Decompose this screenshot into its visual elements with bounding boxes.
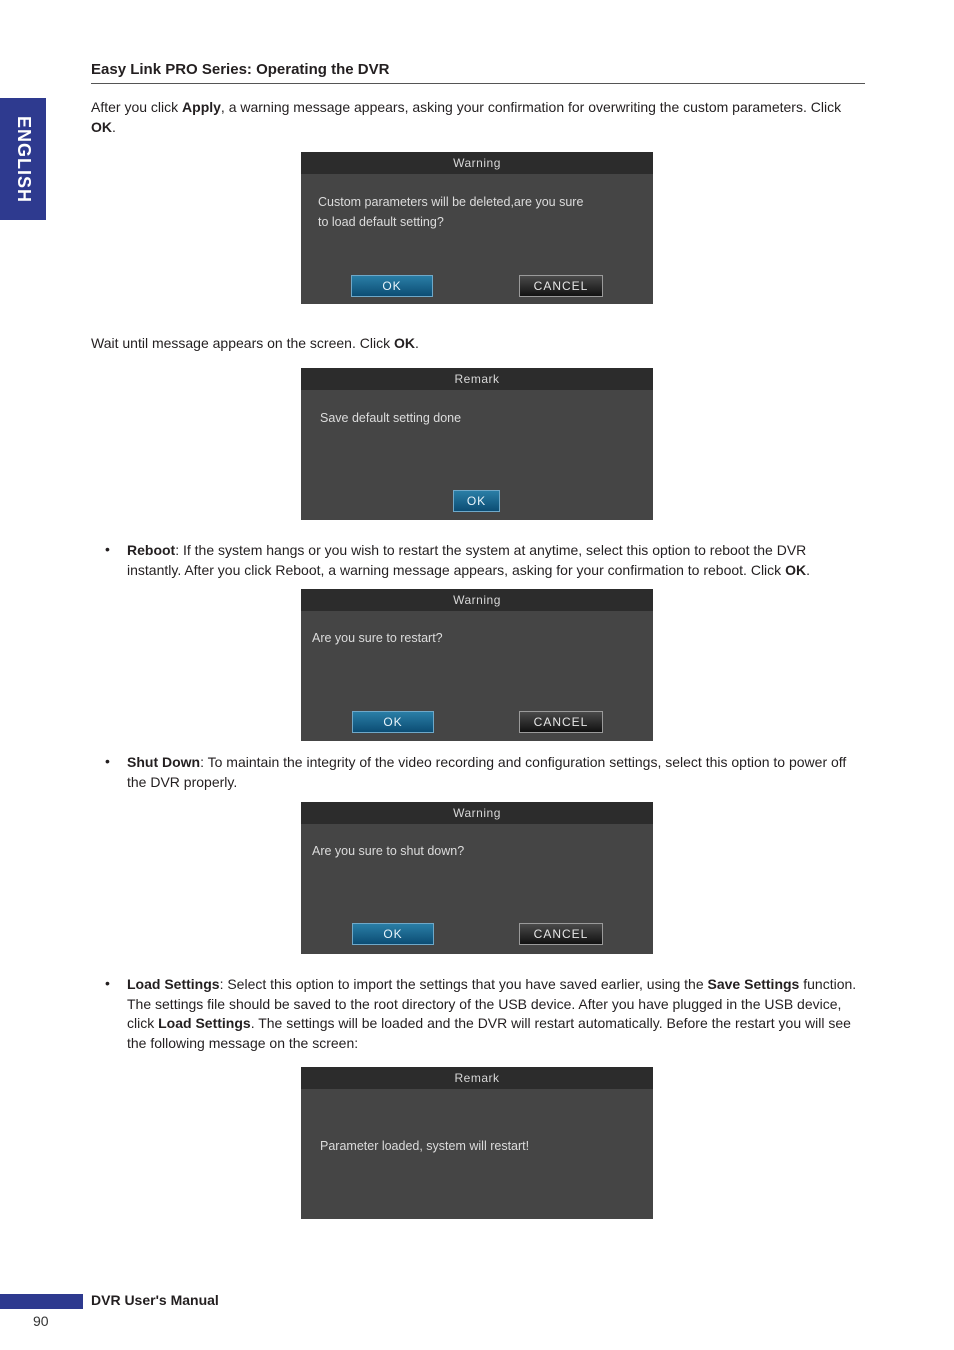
ok-term: OK xyxy=(393,335,415,351)
dialog-title: Warning xyxy=(301,589,653,611)
dialog-title: Warning xyxy=(301,802,653,824)
dialog-message: Custom parameters will be deleted,are you sure to load default setting? xyxy=(318,195,584,229)
footer-title: DVR User's Manual xyxy=(91,1292,219,1308)
language-tab-label: ENGLISH xyxy=(13,115,34,203)
reboot-text-end: . xyxy=(806,561,810,578)
intro-text-mid: , a warning message appears, asking your confirmation for overwriting the custom parameters. Click xyxy=(220,99,842,115)
load-text-3: . The settings will be loaded and the DVR will restart automatically. Before the restart you will see the following message on the screen: xyxy=(127,1015,851,1051)
ok-button[interactable]: OK xyxy=(352,711,434,733)
load-text-2: function. The settings file should be saved to the root directory of the USB device. After you have plugged in the USB device, click xyxy=(127,976,857,1031)
load-settings-term-2: Load Settings xyxy=(158,1015,251,1031)
reboot-paragraph xyxy=(127,541,862,580)
page-header-title: Easy Link PRO Series: Operating the DVR xyxy=(91,61,390,78)
ok-term: OK xyxy=(91,118,112,135)
ok-button[interactable]: OK xyxy=(352,923,434,945)
dialog-title: Remark xyxy=(301,368,653,390)
footer-bar xyxy=(0,1294,83,1309)
warning-dialog-load-default xyxy=(301,152,653,304)
shutdown-text: : To maintain the integrity of the video recording and configuration settings, select this option to power off the DVR properly. xyxy=(127,754,847,790)
dialog-title: Warning xyxy=(301,152,653,174)
ok-button[interactable]: OK xyxy=(351,275,433,297)
bullet-marker: • xyxy=(105,753,110,769)
page-number: 90 xyxy=(33,1313,49,1329)
dialog-message: Save default setting done xyxy=(320,411,462,425)
bullet-marker: • xyxy=(105,975,110,991)
warning-dialog-restart xyxy=(301,589,653,741)
load-text-1: : Select this option to import the settings that you have saved earlier, using the xyxy=(219,976,708,992)
intro-text-end: . xyxy=(112,118,116,135)
shutdown-term: Shut Down xyxy=(127,754,201,770)
load-settings-term: Load Settings xyxy=(127,976,220,992)
ok-button[interactable]: OK xyxy=(453,490,500,512)
cancel-button[interactable]: CANCEL xyxy=(519,923,603,945)
cancel-button[interactable]: CANCEL xyxy=(519,275,603,297)
bullet-marker: • xyxy=(105,541,110,557)
header-divider xyxy=(91,83,865,84)
load-settings-paragraph xyxy=(127,975,862,1053)
remark-dialog-restart xyxy=(301,1067,653,1219)
intro-paragraph xyxy=(91,98,861,137)
remark-dialog-save-done xyxy=(301,368,653,520)
dialog-message: Are you sure to shut down? xyxy=(312,844,465,858)
dialog-message: Parameter loaded, system will restart! xyxy=(320,1139,530,1153)
language-tab xyxy=(0,98,46,220)
reboot-term: Reboot xyxy=(127,542,176,558)
save-settings-term: Save Settings xyxy=(707,976,800,992)
shutdown-paragraph xyxy=(127,753,862,792)
cancel-button[interactable]: CANCEL xyxy=(519,711,603,733)
wait-text-end: . xyxy=(414,335,419,351)
wait-text: Wait until message appears on the screen. Click xyxy=(91,335,394,351)
wait-paragraph xyxy=(91,334,861,354)
warning-dialog-shutdown xyxy=(301,802,653,954)
reboot-text: : If the system hangs or you wish to restart the system at anytime, select this option to reboot the DVR instantly. After you click Reboot, a warning message appears, asking for your confirmation to reboot. Click xyxy=(127,542,807,578)
apply-term: Apply xyxy=(182,99,221,115)
ok-term: OK xyxy=(785,561,807,578)
intro-text: After you click xyxy=(91,99,183,115)
dialog-title: Remark xyxy=(301,1067,653,1089)
dialog-message: Are you sure to restart? xyxy=(312,631,443,645)
